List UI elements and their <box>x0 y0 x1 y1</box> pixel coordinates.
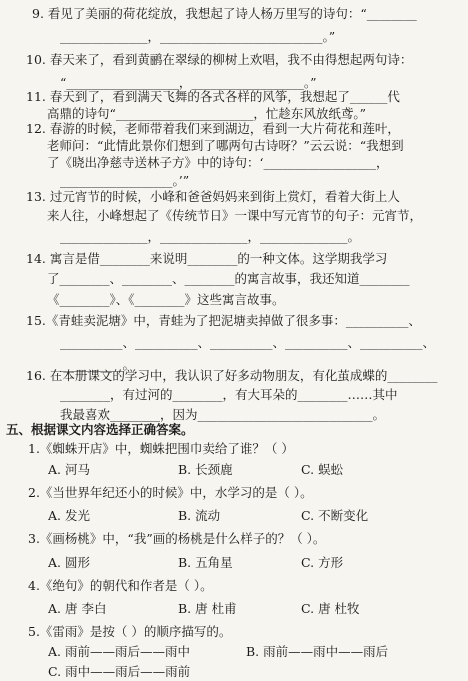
question-9-line-2: ______________，__________________________。” <box>60 29 336 44</box>
choice-question-1: 1.《蜘蛛开店》中，蜘蛛把围巾卖给了谁？（ ） <box>28 441 294 456</box>
question-14-line-2: 了________、________、________的寓言故事，我还知道________ <box>47 271 410 286</box>
choice-4-option-a: A. 唐 李白 <box>48 601 107 616</box>
question-11-line-1: 11. 春天到了，看到满天飞舞的各式各样的风筝，我想起了______代 <box>26 89 400 104</box>
choice-1-option-a: A. 河马 <box>48 462 90 477</box>
question-10-line-1: 10. 春天来了，看到黄鹂在翠绿的柳树上欢唱，我不由得想起两句诗： <box>26 52 413 67</box>
question-14-line-1: 14. 寓言是借________来说明________的一种文体。这学期我学习 <box>26 251 388 266</box>
choice-5-option-a: A. 雨前——雨后——雨中 <box>48 644 190 659</box>
question-15-line-3: __________。 <box>60 357 136 372</box>
section-title: 五、根据课文内容选择正确答案。 <box>6 422 194 437</box>
choice-question-5: 5.《雷雨》是按（ ）的顺序描写的。 <box>28 624 232 639</box>
question-16-line-2: ________，有过河的________，有大耳朵的________……其中 <box>60 387 398 402</box>
question-11-line-2: 高鼎的诗句“______________________，忙趁东风放纸鸢。” <box>47 106 367 121</box>
choice-2-option-b: B. 流动 <box>178 508 221 523</box>
question-16-line-3: 我最喜欢________，因为____________________________。 <box>60 407 386 422</box>
choice-5-option-b: B. 雨前——雨中——雨后 <box>246 644 389 659</box>
question-14-line-3: 《________》、《________》这些寓言故事。 <box>47 292 285 307</box>
question-9-line-1: 9. 看见了美丽的荷花绽放，我想起了诗人杨万里写的诗句：“________ <box>32 6 417 21</box>
choice-question-2: 2.《当世界年纪还小的时候》中，水学习的是（ ）。 <box>28 485 313 500</box>
question-16-line-1: 16. 在本册课文的学习中，我认识了好多动物朋友，有化茧成蝶的________ <box>26 368 438 383</box>
choice-question-4: 4.《绝句》的朝代和作者是（ ）。 <box>28 578 213 593</box>
question-12-line-2: 老师问：“此情此景你们想到了哪两句古诗呀？”云云说：“我想到 <box>47 138 404 153</box>
choice-2-option-a: A. 发光 <box>48 508 90 523</box>
question-13-line-2: 来人往，小峰想起了《传统节日》一课中写元宵节的句子：元宵节， <box>47 208 423 223</box>
question-15-line-1: 15.《青蛙卖泥塘》中，青蛙为了把泥塘卖掉做了很多事：__________、 <box>26 313 421 328</box>
choice-1-option-c: C. 蜈蚣 <box>301 462 344 477</box>
question-13-line-1: 13. 过元宵节的时候，小峰和爸爸妈妈来到街上赏灯，看着大街上人 <box>26 189 400 204</box>
choice-2-option-c: C. 不断变化 <box>301 508 369 523</box>
question-13-line-3: ______________，______________，______________。 <box>60 229 361 244</box>
choice-5-option-c: C. 雨中——雨后——雨前 <box>48 664 191 679</box>
choice-question-3: 3.《画杨桃》中，“我”画的杨桃是什么样子的？（ ）。 <box>28 531 326 546</box>
choice-1-option-b: B. 长颈鹿 <box>178 462 233 477</box>
question-15-line-2: __________、__________、__________、__________、__________、 <box>60 335 436 350</box>
question-12-line-4: __________________。’” <box>60 173 190 188</box>
choice-3-option-b: B. 五角星 <box>178 555 233 570</box>
question-12-line-1: 12. 春游的时候，老师带着我们来到湖边，看到一大片荷花和莲叶， <box>26 121 400 136</box>
choice-4-option-c: C. 唐 杜牧 <box>301 601 360 616</box>
choice-3-option-c: C. 方形 <box>301 555 344 570</box>
choice-3-option-a: A. 圆形 <box>48 555 90 570</box>
question-12-line-3: 了《晓出净慈寺送林子方》中的诗句：‘__________________， <box>47 155 389 170</box>
question-10-line-2: “__________________，__________________。” <box>60 75 317 90</box>
choice-4-option-b: B. 唐 杜甫 <box>178 601 237 616</box>
